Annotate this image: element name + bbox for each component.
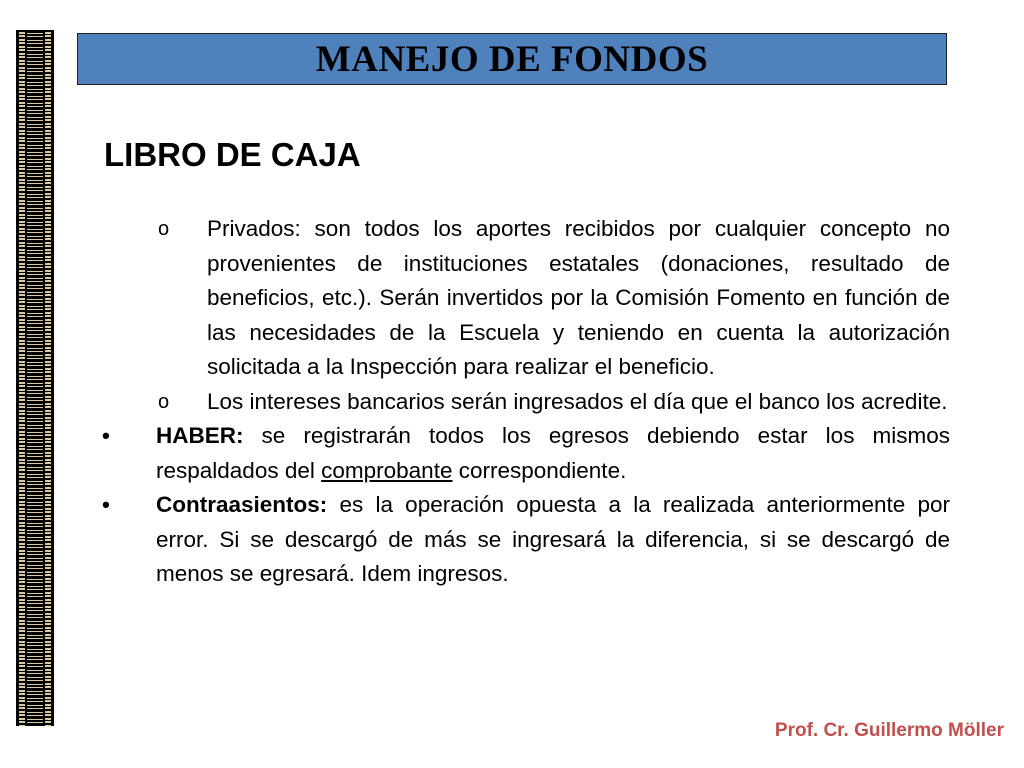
- title-bar: [77, 33, 947, 85]
- bullet-text: es la operación opuesta a la realizada anteriormente por error. Si se descargó de más se ingresará la diferencia, si se descargó de menos se egresará. Idem ingresos.: [156, 492, 950, 586]
- sub-item-intereses: [100, 385, 950, 420]
- bullet-text: se registrarán todos los egresos debiendo estar los mismos respaldados del: [156, 423, 950, 483]
- hollow-bullet-icon: o: [158, 390, 170, 413]
- underlined-term: comprobante: [321, 457, 453, 483]
- bullet-item-haber: [100, 419, 950, 488]
- bullet-label: Contraasientos:: [156, 492, 328, 517]
- sub-item-privados: [100, 212, 950, 385]
- author-footer: Prof. Cr. Guillermo Möller: [774, 720, 1004, 741]
- bullet-text-end: correspondiente.: [452, 457, 627, 483]
- bullet-item-contraasientos: [100, 488, 950, 592]
- bullet-icon: •: [102, 492, 110, 517]
- hollow-bullet-icon: o: [158, 218, 170, 240]
- content-body: [100, 212, 950, 592]
- sub-item-text: Privados: son todos los aportes recibidos por cualquier concepto no provenientes de instituciones estatales (donaciones, resultado de beneficios, etc.). Serán invertidos por la Comisión Fomento en función de las necesidades de la Escuela y teniendo en cuenta la autorización solicitada a la Inspección para realizar el beneficio.: [207, 216, 950, 379]
- sub-item-text: Los intereses bancarios serán ingresados el día que el banco los acredite.: [207, 388, 948, 414]
- bullet-icon: •: [102, 423, 110, 448]
- bullet-label: HABER:: [156, 423, 244, 448]
- greek-key-border-decoration: [16, 30, 54, 726]
- section-heading: LIBRO DE CAJA: [104, 136, 361, 173]
- slide-title: MANEJO DE FONDOS: [315, 38, 709, 80]
